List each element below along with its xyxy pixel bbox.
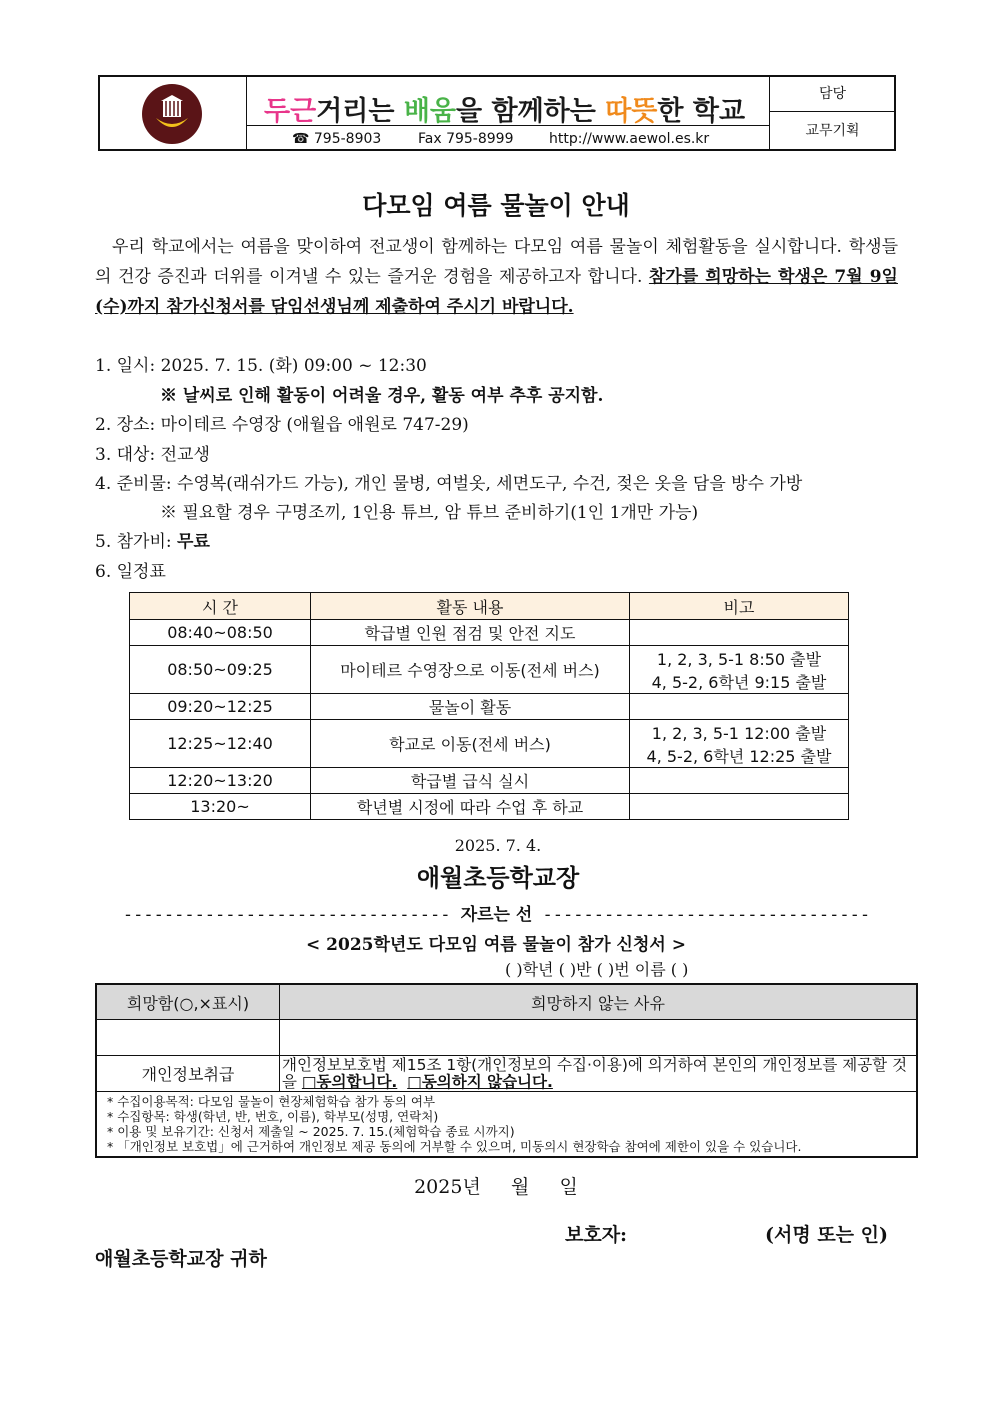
item-place: 2. 장소: 마이테르 수영장 (애월읍 애원로 747-29) [95, 415, 469, 435]
principal-name: 애월초등학교장 [416, 864, 580, 892]
table-row: 08:50~09:25 마이테르 수영장으로 이동(전세 버스) 1, 2, 3, 5-1 8:50 출발 4, 5-2, 6학년 9:15 출발 [130, 646, 849, 694]
fax-number: Fax 795-8999 [418, 131, 514, 147]
table-row: 12:25~12:40 학교로 이동(전세 버스) 1, 2, 3, 5-1 12:00 출발 4, 5-2, 6학년 12:25 출발 [130, 720, 849, 768]
issue-date: 2025. 7. 4. [454, 836, 542, 855]
table-row: 09:20~12:25 물놀이 활동 [130, 694, 849, 720]
item-fee: 5. 참가비: 무료 [95, 532, 210, 552]
table-row: 12:20~13:20 학급별 급식 실시 [130, 768, 849, 794]
website-link[interactable]: http://www.aewol.es.kr [549, 131, 710, 147]
table-header-row [130, 593, 849, 620]
header-note: 비고 [630, 593, 849, 620]
letterhead [98, 75, 896, 151]
privacy-notes [96, 1092, 917, 1158]
page-title: 다모임 여름 물놀이 안내 [362, 191, 630, 220]
student-info-line[interactable]: ( )학년 ( )반 ( )번 이름 ( ) [505, 960, 689, 979]
item-date: 1. 일시: 2025. 7. 15. (화) 09:00 ~ 12:30 [95, 356, 427, 376]
addressee: 애월초등학교장 귀하 [95, 1248, 267, 1270]
intro-paragraph [95, 232, 898, 322]
agree-checkbox[interactable]: □동의합니다. [301, 1072, 398, 1091]
table-row: 13:20~ 학년별 시정에 따라 수업 후 하교 [130, 794, 849, 820]
school-emblem-icon [142, 84, 202, 144]
header-activity: 활동 내용 [311, 593, 630, 620]
col-wish: 희망함(○,×표시) [96, 984, 280, 1020]
application-form [95, 983, 918, 1158]
signature-note: (서명 또는 인) [765, 1224, 888, 1246]
header-time: 시 간 [130, 593, 311, 620]
col-reason: 희망하지 않는 사유 [280, 984, 918, 1020]
schedule-table [129, 592, 849, 820]
table-row: 08:40~08:50 학급별 인원 점검 및 안전 지도 [130, 620, 849, 646]
disagree-checkbox[interactable]: □동의하지 않습니다. [407, 1072, 553, 1091]
reason-input-cell[interactable] [280, 1020, 918, 1056]
wish-input-cell[interactable] [96, 1020, 280, 1056]
note-line: * 수집항목: 학생(학년, 반, 번호, 이름), 학부모(성명, 연락처) [107, 1109, 439, 1124]
item-schedule: 6. 일정표 [95, 562, 166, 582]
dept-label: 담당 [769, 77, 896, 112]
item-date-note: ※ 날씨로 인해 활동이 어려울 경우, 활동 여부 추후 공지함. [160, 386, 604, 406]
intro-text: 우리 학교에서는 여름을 맞이하여 전교생이 함께하는 다모임 여름 물놀이 체험활동을 실시합니다. 학생들의 건강 증진과 더위를 이겨낼 수 있는 즐거운 경험을 제공하고자 합니다. [95, 237, 898, 287]
privacy-label: 개인정보취급 [96, 1056, 280, 1092]
privacy-consent: 개인정보보호법 제15조 1항(개인정보의 수집·이용)에 의거하여 본인의 개인정보를 제공할 것을 □동의합니다. □동의하지 않습니다. [280, 1056, 918, 1092]
cut-line: -------------------------------- 자르는 선 -------------------------------- [122, 905, 871, 925]
cut-label: 자르는 선 [460, 905, 533, 925]
logo-cell [100, 77, 247, 149]
school-slogan: 두근거리는 배움을 함께하는 따뜻한 학교 [264, 96, 746, 127]
dept-cell [769, 77, 896, 149]
slogan-cell [246, 77, 770, 149]
phone-number: ☎ 795-8903 [292, 131, 382, 147]
intro-emphasis: 참가를 희망하는 학생은 7월 9일(수)까지 참가신청서를 담임선생님께 제출하여 주시기 바랍니다. [95, 267, 898, 317]
note-line: * 「개인정보 보호법」에 근거하여 개인정보 제공 동의에 거부할 수 있으며, 미동의시 현장학습 참여에 제한이 있을 수 있습니다. [107, 1139, 802, 1154]
contact-line [246, 125, 769, 152]
note-line: * 이용 및 보유기간: 신청서 제출일 ~ 2025. 7. 15.(체험학습 종료 시까지) [107, 1124, 515, 1139]
guardian-label: 보호자: [565, 1224, 628, 1246]
item-supplies-note: ※ 필요할 경우 구명조끼, 1인용 튜브, 암 튜브 준비하기(1인 1개만 가능) [160, 503, 699, 523]
item-supplies: 4. 준비물: 수영복(래쉬가드 가능), 개인 물병, 여벌옷, 세면도구, 수건, 젖은 옷을 담을 방수 가방 [95, 474, 803, 494]
dept-name: 교무기획 [805, 123, 860, 139]
fee-value: 무료 [177, 532, 210, 552]
note-line: * 수집이용목적: 다모임 물놀이 현장체험학습 참가 동의 여부 [107, 1094, 436, 1109]
form-title: < 2025학년도 다모임 여름 물놀이 참가 신청서 > [306, 935, 686, 955]
item-target: 3. 대상: 전교생 [95, 445, 210, 465]
sign-date: 2025년 월 일 [414, 1176, 578, 1198]
